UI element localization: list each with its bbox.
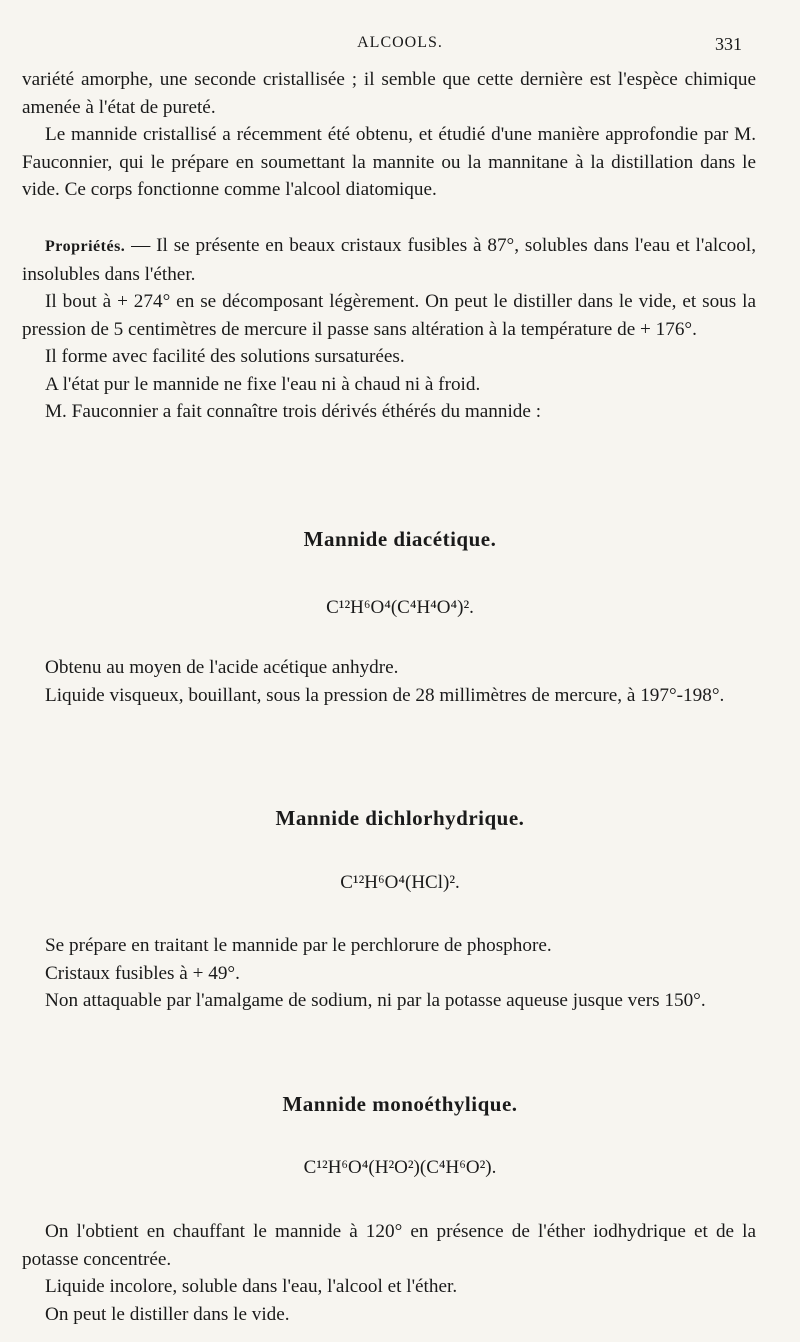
running-header [0, 34, 800, 58]
chemical-formula: C¹²H⁶O⁴(HCl)². [340, 872, 460, 893]
paragraph: Cristaux fusibles à + 49°. [45, 962, 240, 984]
section-body [22, 932, 756, 1015]
paragraph: Il bout à + 274° en se décomposant légèrement. On peut le distiller dans le vide, et sous la pression de 5 centimètres de mercure il passe sans altération à la température de + 176°. [22, 291, 756, 340]
properties-section [22, 232, 756, 426]
properties-run-in-heading: Propriétés. [45, 238, 126, 255]
paragraph: Il forme avec facilité des solutions sursaturées. [45, 346, 405, 367]
paragraph: On l'obtient en chauffant le mannide à 120° en présence de l'éther iodhydrique et de la potasse concentrée. [22, 1221, 756, 1270]
paragraph: variété amorphe, une seconde cristallisée ; il semble que cette dernière est l'espèce chimique amenée à l'état de pureté. [22, 69, 756, 118]
paragraph: Obtenu au moyen de l'acide acétique anhydre. [45, 657, 399, 678]
paragraph: Liquide incolore, soluble dans l'eau, l'alcool et l'éther. [45, 1276, 458, 1297]
paragraph: Liquide visqueux, bouillant, sous la pression de 28 millimètres de mercure, à 197°-198°. [45, 684, 725, 706]
paragraph: M. Fauconnier a fait connaître trois dérivés éthérés du mannide : [45, 401, 542, 422]
chemical-formula: C¹²H⁶O⁴(H²O²)(C⁴H⁶O²). [303, 1157, 497, 1178]
section-body [22, 654, 756, 709]
paragraph: Le mannide cristallisé a récemment été obtenu, et étudié d'une manière approfondie par M. Fauconnier, qui le prépare en soumettant la mannite ou la mannitane à la distillation dans le vide. Ce corps fonctionne comme l'alcool diatomique. [22, 124, 756, 200]
chemical-formula: C¹²H⁶O⁴(C⁴H⁴O⁴)². [326, 597, 474, 618]
page-number: 331 [715, 34, 742, 54]
running-title: ALCOOLS. [357, 34, 443, 51]
paragraph: On peut le distiller dans le vide. [45, 1303, 290, 1325]
section-heading: Mannide diacétique. [303, 527, 497, 551]
intro-text [22, 66, 756, 204]
section-heading: Mannide monoéthylique. [282, 1092, 518, 1116]
section-body [22, 1218, 756, 1328]
section-heading: Mannide dichlorhydrique. [275, 806, 525, 830]
paragraph: Se prépare en traitant le mannide par le perchlorure de phosphore. [45, 935, 552, 956]
properties-paragraph [22, 232, 756, 288]
paragraph: Non attaquable par l'amalgame de sodium, ni par la potasse aqueuse jusque vers 150°. [45, 990, 706, 1011]
properties-text: — Il se présente en beaux cristaux fusibles à 87°, solubles dans l'eau et l'alcool, insolubles dans l'éther. [22, 235, 756, 285]
paragraph: A l'état pur le mannide ne fixe l'eau ni à chaud ni à froid. [45, 373, 481, 395]
